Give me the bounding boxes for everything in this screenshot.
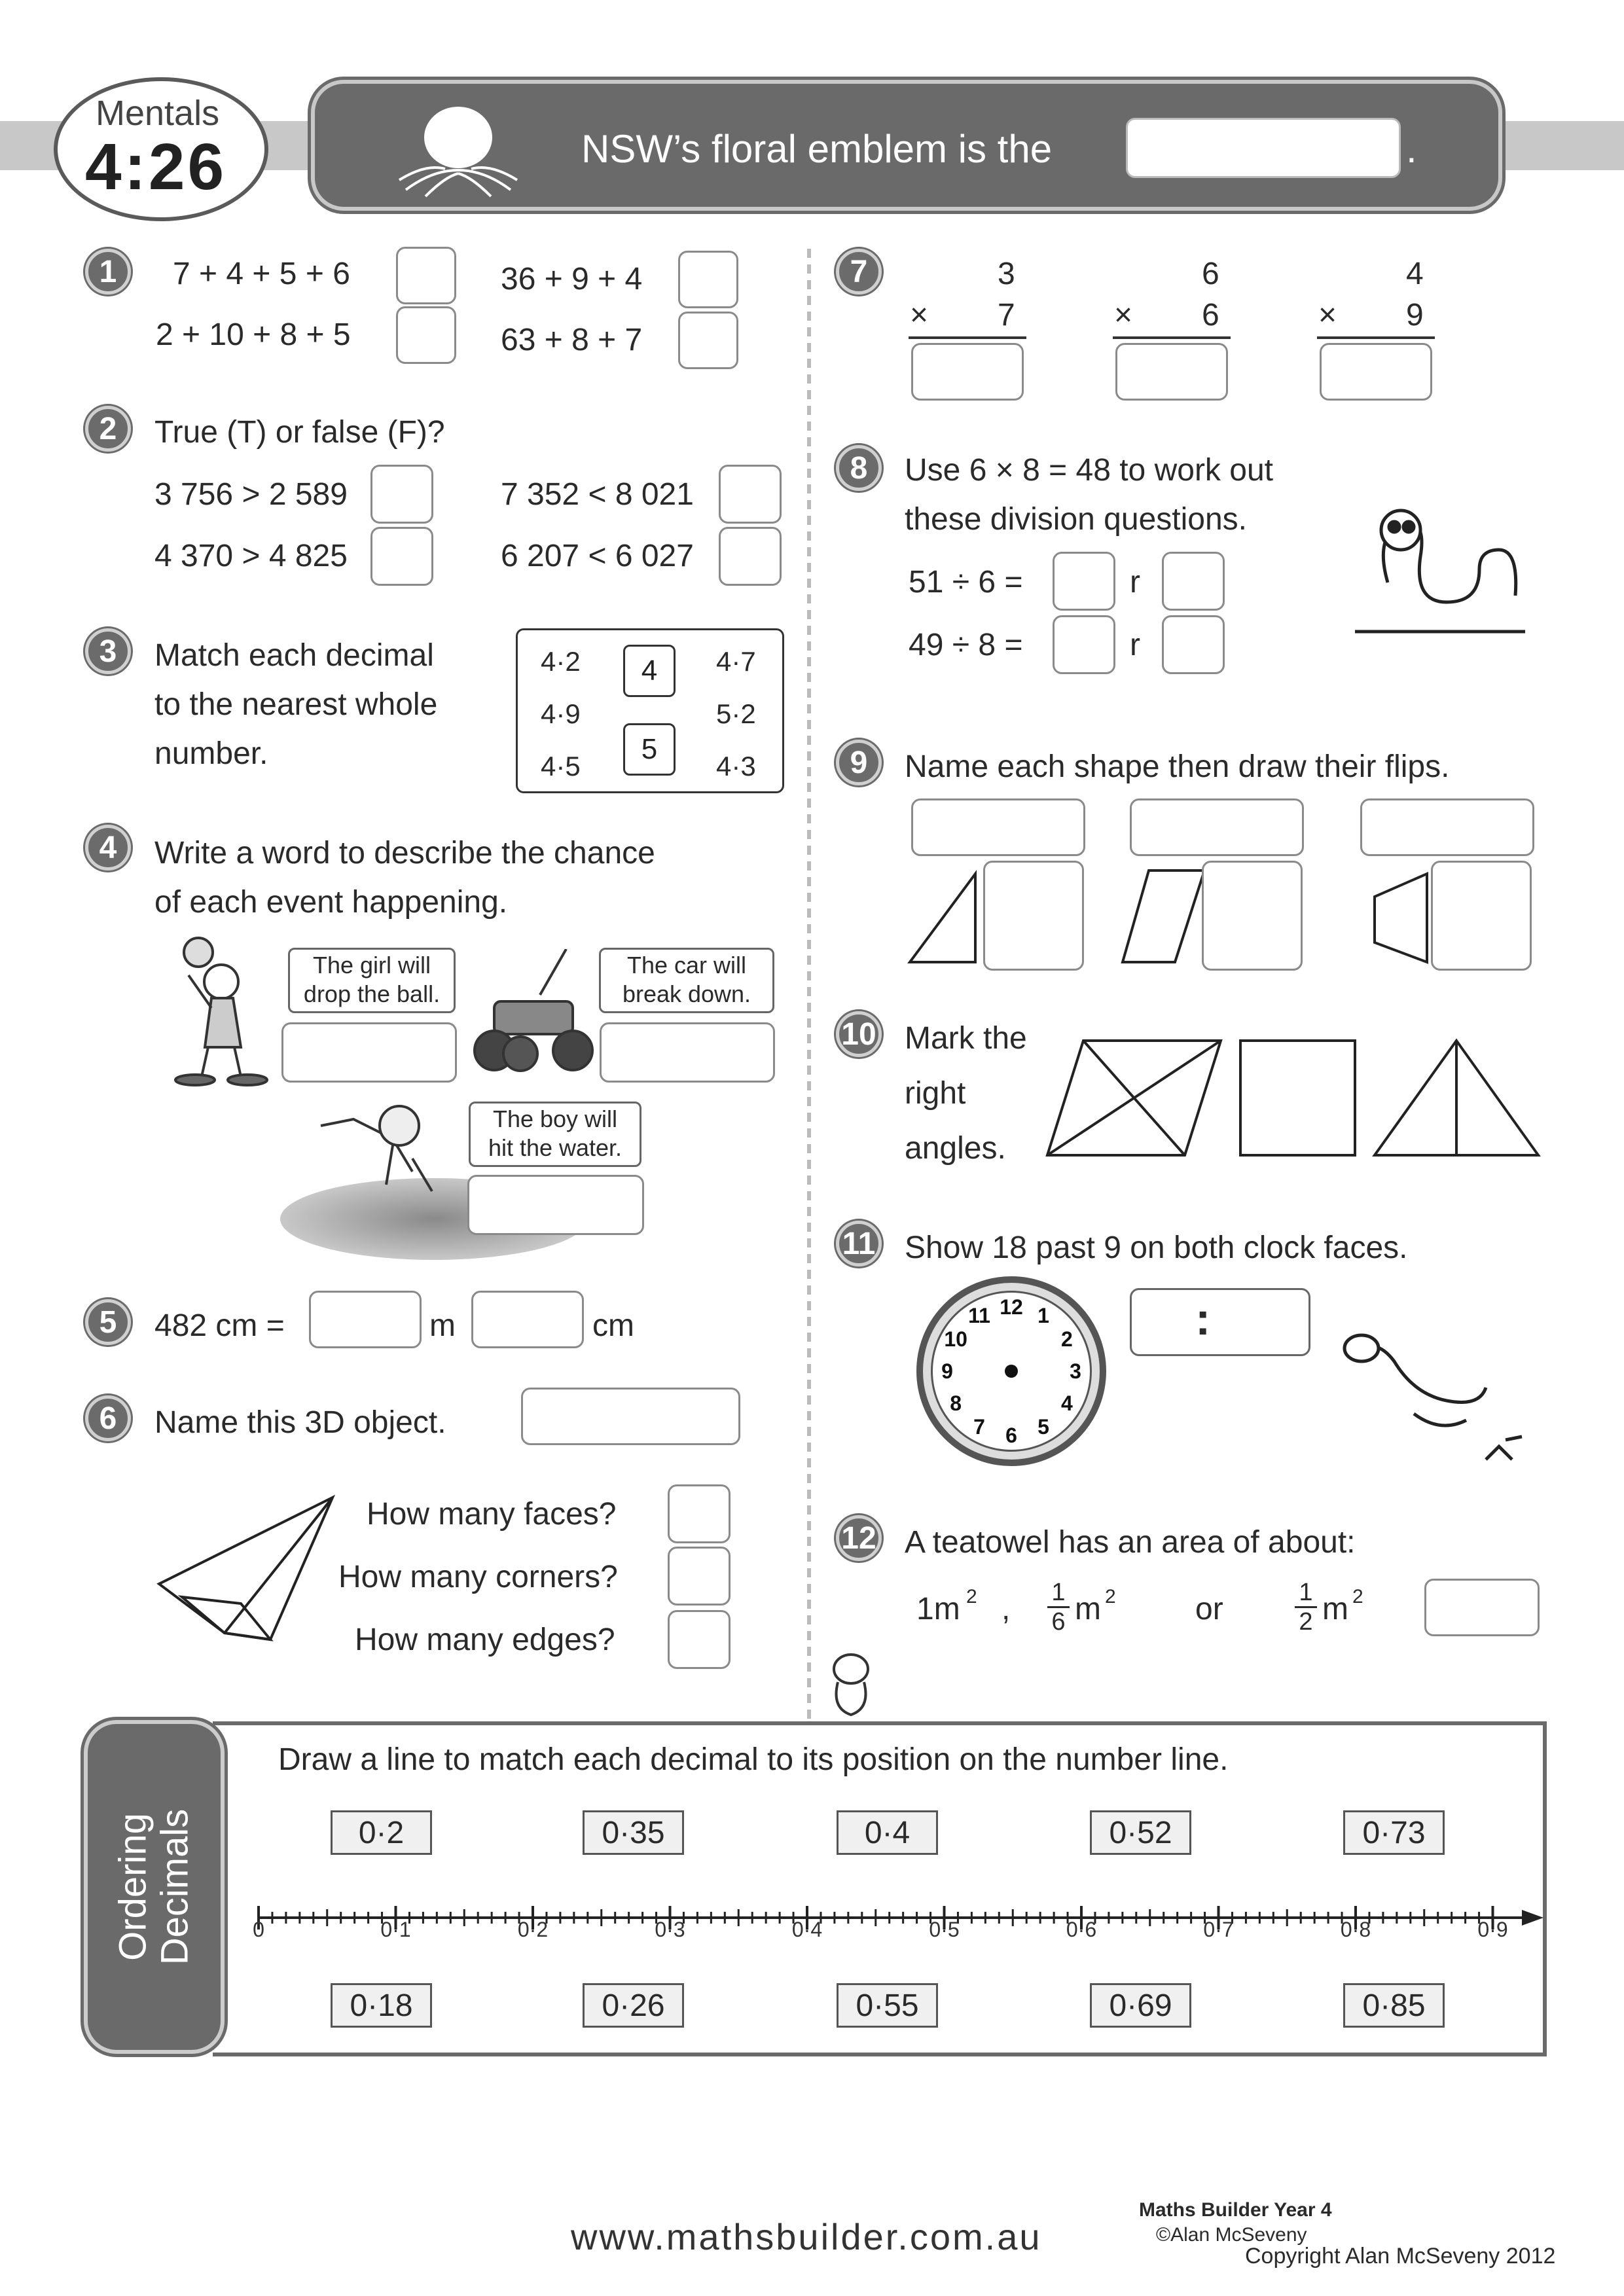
q3-line1: Match each decimal bbox=[154, 638, 434, 673]
q3-line2: to the nearest whole bbox=[154, 687, 438, 722]
q5-lhs: 482 cm = bbox=[154, 1308, 285, 1343]
q3-line3: number. bbox=[154, 736, 268, 771]
car-bubble-line2: break down. bbox=[622, 980, 751, 1007]
q8-quotient-a[interactable] bbox=[1053, 552, 1115, 611]
q4-answer-boy[interactable] bbox=[467, 1175, 644, 1235]
q4-answer-girl[interactable] bbox=[281, 1022, 457, 1083]
q1-sum-b: 2 + 10 + 8 + 5 bbox=[156, 317, 351, 352]
axis-label: 0·3 bbox=[655, 1918, 685, 1941]
q9-number: 9 bbox=[836, 740, 882, 785]
top-decimal-tag[interactable]: 0·4 bbox=[837, 1810, 938, 1855]
q7-p2-times: × bbox=[1114, 298, 1133, 332]
q8-line1: Use 6 × 8 = 48 to work out bbox=[905, 453, 1273, 488]
q7-p2-answer[interactable] bbox=[1115, 343, 1228, 401]
q11-number: 11 bbox=[836, 1221, 882, 1266]
footer-website[interactable]: www.mathsbuilder.com.au bbox=[571, 2216, 1042, 2257]
girl-bubble-line2: drop the ball. bbox=[303, 980, 441, 1007]
q9-prompt: Name each shape then draw their flips. bbox=[905, 749, 1450, 784]
q1-sum-a: 7 + 4 + 5 + 6 bbox=[173, 257, 350, 291]
q7-p3-top: 4 bbox=[1406, 257, 1424, 291]
q7-p3-bottom: 9 bbox=[1406, 298, 1424, 332]
frac2-numerator: 1 bbox=[1299, 1579, 1313, 1606]
car-speech-bubble bbox=[599, 948, 774, 1013]
clock-center bbox=[1005, 1365, 1018, 1378]
q9-name-box-3[interactable] bbox=[1360, 798, 1534, 856]
bottom-decimal-tag[interactable]: 0·18 bbox=[331, 1983, 432, 2028]
axis-label: 0·2 bbox=[517, 1918, 549, 1941]
clock-number: 12 bbox=[1000, 1295, 1023, 1319]
q4-line1: Write a word to describe the chance bbox=[154, 836, 655, 870]
q4-line2: of each event happening. bbox=[154, 885, 508, 920]
q6-edges-label: How many edges? bbox=[355, 1623, 615, 1657]
q6-faces-box[interactable] bbox=[668, 1484, 731, 1543]
clock-number: 3 bbox=[1070, 1359, 1081, 1383]
q12-option-2-m: m bbox=[1075, 1592, 1101, 1626]
boy-bubble-line1: The boy will bbox=[492, 1105, 618, 1132]
car-bubble-line1: The car will bbox=[626, 952, 747, 978]
q3-decimal-left-1[interactable]: 4·2 bbox=[541, 646, 581, 677]
right-triangle-shape bbox=[910, 874, 975, 962]
q1-sum-c: 36 + 9 + 4 bbox=[501, 262, 643, 296]
ordering-side-title bbox=[87, 1723, 221, 2051]
q5-metres-box[interactable] bbox=[309, 1291, 422, 1348]
diving-boy-illustration bbox=[314, 1100, 471, 1204]
trapezium-shape bbox=[1375, 874, 1427, 962]
q12-prompt: A teatowel has an area of about: bbox=[905, 1525, 1356, 1560]
waratah-icon bbox=[393, 92, 524, 203]
mentals-label: Mentals bbox=[96, 94, 220, 133]
bottom-decimal-tag[interactable]: 0·26 bbox=[583, 1983, 684, 2028]
q6-corners-box[interactable] bbox=[668, 1547, 731, 1605]
worm-illustration bbox=[1348, 497, 1532, 641]
q7-p3-answer[interactable] bbox=[1320, 343, 1432, 401]
q2-prompt: True (T) or false (F)? bbox=[154, 415, 445, 450]
q4-number: 4 bbox=[85, 825, 131, 870]
clock-number: 2 bbox=[1060, 1327, 1073, 1351]
ordering-side-line2: Decimals bbox=[153, 1808, 196, 1965]
q8-division-a: 51 ÷ 6 = bbox=[909, 565, 1023, 600]
q2-statement-d: 6 207 < 6 027 bbox=[501, 539, 694, 573]
q1-number: 1 bbox=[85, 249, 131, 295]
q3-decimal-right-3[interactable]: 4·3 bbox=[716, 751, 756, 781]
clock-number: 1 bbox=[1038, 1304, 1049, 1328]
q1-sum-d: 63 + 8 + 7 bbox=[501, 323, 643, 357]
girl-with-ball-illustration bbox=[149, 936, 287, 1086]
q12-option-1m[interactable]: 1m bbox=[916, 1592, 960, 1626]
axis-label: 0·1 bbox=[380, 1918, 411, 1941]
q6-object-name-box[interactable] bbox=[521, 1388, 740, 1445]
q12-option-3-sup: 2 bbox=[1352, 1586, 1363, 1607]
q10-number: 10 bbox=[836, 1011, 882, 1057]
girl-speech-bubble bbox=[288, 948, 456, 1013]
q2-answer-c[interactable] bbox=[719, 465, 782, 524]
frac1-denominator: 6 bbox=[1051, 1608, 1066, 1636]
q6-number: 6 bbox=[85, 1395, 131, 1441]
q3-whole-5[interactable]: 5 bbox=[623, 723, 676, 776]
q9-flip-box-1[interactable] bbox=[983, 861, 1084, 971]
q7-p1-times: × bbox=[910, 298, 929, 332]
q5-m-unit: m bbox=[429, 1308, 456, 1343]
clock-number: 8 bbox=[950, 1391, 962, 1415]
q7-p1-answer[interactable] bbox=[911, 343, 1024, 401]
top-decimal-tag[interactable]: 0·73 bbox=[1343, 1810, 1445, 1855]
square-shape[interactable] bbox=[1240, 1041, 1355, 1155]
girl-bubble-line1: The girl will bbox=[312, 952, 431, 978]
mentals-number: 4:26 bbox=[85, 130, 227, 204]
q1-answer-d[interactable] bbox=[678, 312, 738, 369]
bottom-decimal-tag[interactable]: 0·85 bbox=[1343, 1983, 1445, 2028]
q3-decimal-left-2[interactable]: 4·9 bbox=[541, 698, 581, 729]
top-decimal-tag[interactable]: 0·35 bbox=[583, 1810, 684, 1855]
axis-label: 0·8 bbox=[1340, 1918, 1371, 1941]
bottom-decimal-tag[interactable]: 0·55 bbox=[837, 1983, 938, 2028]
q7-p3-times: × bbox=[1318, 298, 1337, 332]
q12-option-3-m: m bbox=[1322, 1592, 1348, 1626]
q2-statement-a: 3 756 > 2 589 bbox=[154, 477, 348, 512]
q9-flip-box-2[interactable] bbox=[1202, 861, 1303, 971]
q2-statement-b: 4 370 > 4 825 bbox=[154, 539, 348, 573]
q2-answer-b[interactable] bbox=[370, 527, 433, 586]
q7-number: 7 bbox=[836, 249, 882, 295]
axis-label: 0 bbox=[253, 1918, 264, 1941]
q7-p2-bottom: 6 bbox=[1202, 298, 1219, 332]
triangle-shape[interactable] bbox=[1375, 1041, 1538, 1155]
q3-decimal-right-1[interactable]: 4·7 bbox=[716, 646, 756, 677]
floral-answer-box[interactable] bbox=[1126, 118, 1401, 178]
pyramid-illustration bbox=[156, 1492, 336, 1656]
q12-option-2-sup: 2 bbox=[1105, 1586, 1116, 1607]
q8-quotient-b[interactable] bbox=[1053, 615, 1115, 674]
q3-decimal-right-2[interactable]: 5·2 bbox=[716, 698, 756, 729]
q1-answer-b[interactable] bbox=[396, 306, 456, 364]
digital-clock-colon: : bbox=[1195, 1293, 1211, 1344]
axis-label: 0·4 bbox=[791, 1918, 823, 1941]
clock-number: 6 bbox=[1005, 1424, 1017, 1447]
q8-remainder-b[interactable] bbox=[1162, 615, 1225, 674]
q8-number: 8 bbox=[836, 445, 882, 491]
axis-label: 0·7 bbox=[1203, 1918, 1234, 1941]
column-divider bbox=[803, 249, 816, 1721]
ordering-side-line1: Ordering bbox=[111, 1813, 154, 1961]
q7-p3-rule bbox=[1317, 336, 1435, 339]
q12-answer-box[interactable] bbox=[1424, 1579, 1540, 1636]
boy-bubble-line2: hit the water. bbox=[488, 1134, 623, 1161]
toy-car-illustration bbox=[468, 949, 599, 1080]
q12-or: or bbox=[1195, 1592, 1223, 1626]
q10-shapes bbox=[1044, 1034, 1548, 1165]
q2-answer-d[interactable] bbox=[719, 527, 782, 586]
q8-remainder-label-a: r bbox=[1130, 565, 1140, 600]
q6-corners-label: How many corners? bbox=[338, 1560, 618, 1594]
rhombus-shape[interactable] bbox=[1047, 1041, 1221, 1155]
q8-remainder-label-b: r bbox=[1130, 628, 1140, 662]
q1-answer-c[interactable] bbox=[678, 251, 738, 308]
floral-question: NSW’s floral emblem is the bbox=[581, 127, 1053, 171]
parallelogram-shape bbox=[1123, 870, 1204, 962]
q7-p2-rule bbox=[1113, 336, 1231, 339]
floral-period: . bbox=[1406, 127, 1417, 171]
clock-number: 11 bbox=[968, 1304, 990, 1328]
q8-line2: these division questions. bbox=[905, 502, 1247, 537]
clock-number: 10 bbox=[944, 1327, 967, 1351]
frac2-denominator: 2 bbox=[1299, 1608, 1313, 1636]
q9-name-box-1[interactable] bbox=[911, 798, 1085, 856]
analog-clock[interactable] bbox=[916, 1276, 1106, 1466]
peeking-worm-icon bbox=[825, 1649, 877, 1721]
q12-option-1-sup: 2 bbox=[966, 1586, 977, 1607]
footer-book: Maths Builder Year 4 bbox=[1139, 2199, 1332, 2221]
q9-name-box-2[interactable] bbox=[1130, 798, 1304, 856]
axis-label: 0·6 bbox=[1066, 1918, 1097, 1941]
q3-decimal-left-3[interactable]: 4·5 bbox=[541, 751, 581, 781]
q7-p1-bottom: 7 bbox=[998, 298, 1015, 332]
q6-faces-label: How many faces? bbox=[367, 1497, 617, 1532]
top-decimal-tag[interactable]: 0·52 bbox=[1090, 1810, 1191, 1855]
q3-whole-4[interactable]: 4 bbox=[623, 645, 676, 697]
boy-speech-bubble bbox=[469, 1102, 641, 1167]
clock-number: 9 bbox=[941, 1359, 953, 1383]
q6-edges-box[interactable] bbox=[668, 1610, 731, 1669]
q4-answer-car[interactable] bbox=[600, 1022, 775, 1083]
footer-author: ©Alan McSeveny bbox=[1156, 2224, 1307, 2246]
q8-division-b: 49 ÷ 8 = bbox=[909, 628, 1023, 662]
q10-line1: Mark the bbox=[905, 1021, 1027, 1056]
jumping-worm-illustration bbox=[1335, 1322, 1545, 1466]
axis-label: 0·5 bbox=[929, 1918, 960, 1941]
axis-label: 0·9 bbox=[1477, 1918, 1508, 1941]
q5-cm-unit: cm bbox=[592, 1308, 634, 1343]
q10-line2: right bbox=[905, 1076, 966, 1111]
q7-p1-top: 3 bbox=[998, 257, 1015, 291]
q3-number: 3 bbox=[85, 628, 131, 674]
footer-copyright: Copyright Alan McSeveny 2012 bbox=[1245, 2244, 1556, 2269]
q5-number: 5 bbox=[85, 1299, 131, 1345]
clock-number: 7 bbox=[973, 1414, 985, 1439]
q8-remainder-a[interactable] bbox=[1162, 552, 1225, 611]
q10-line3: angles. bbox=[905, 1131, 1006, 1166]
frac1-numerator: 1 bbox=[1051, 1579, 1066, 1606]
q2-number: 2 bbox=[85, 406, 131, 452]
q7-p1-rule bbox=[909, 336, 1026, 339]
q12-fraction-half[interactable] bbox=[1295, 1579, 1317, 1636]
q5-cm-box[interactable] bbox=[471, 1291, 584, 1348]
ordering-instruction: Draw a line to match each decimal to its position on the number line. bbox=[278, 1742, 1229, 1777]
q7-p2-top: 6 bbox=[1202, 257, 1219, 291]
digital-clock-box[interactable] bbox=[1130, 1288, 1310, 1356]
q12-fraction-sixth[interactable] bbox=[1047, 1579, 1070, 1636]
number-line-arrow bbox=[1522, 1910, 1543, 1926]
q12-number: 12 bbox=[836, 1515, 882, 1561]
clock-number: 4 bbox=[1060, 1391, 1073, 1415]
clock-number: 5 bbox=[1038, 1414, 1049, 1439]
q12-comma: , bbox=[1001, 1592, 1011, 1626]
q6-prompt: Name this 3D object. bbox=[154, 1405, 446, 1440]
bottom-decimal-tag[interactable]: 0·69 bbox=[1090, 1983, 1191, 2028]
q9-flip-box-3[interactable] bbox=[1431, 861, 1532, 971]
q1-answer-a[interactable] bbox=[396, 247, 456, 304]
q11-prompt: Show 18 past 9 on both clock faces. bbox=[905, 1230, 1408, 1265]
q2-statement-c: 7 352 < 8 021 bbox=[501, 477, 694, 512]
top-decimal-tag[interactable]: 0·2 bbox=[331, 1810, 432, 1855]
q2-answer-a[interactable] bbox=[370, 465, 433, 524]
